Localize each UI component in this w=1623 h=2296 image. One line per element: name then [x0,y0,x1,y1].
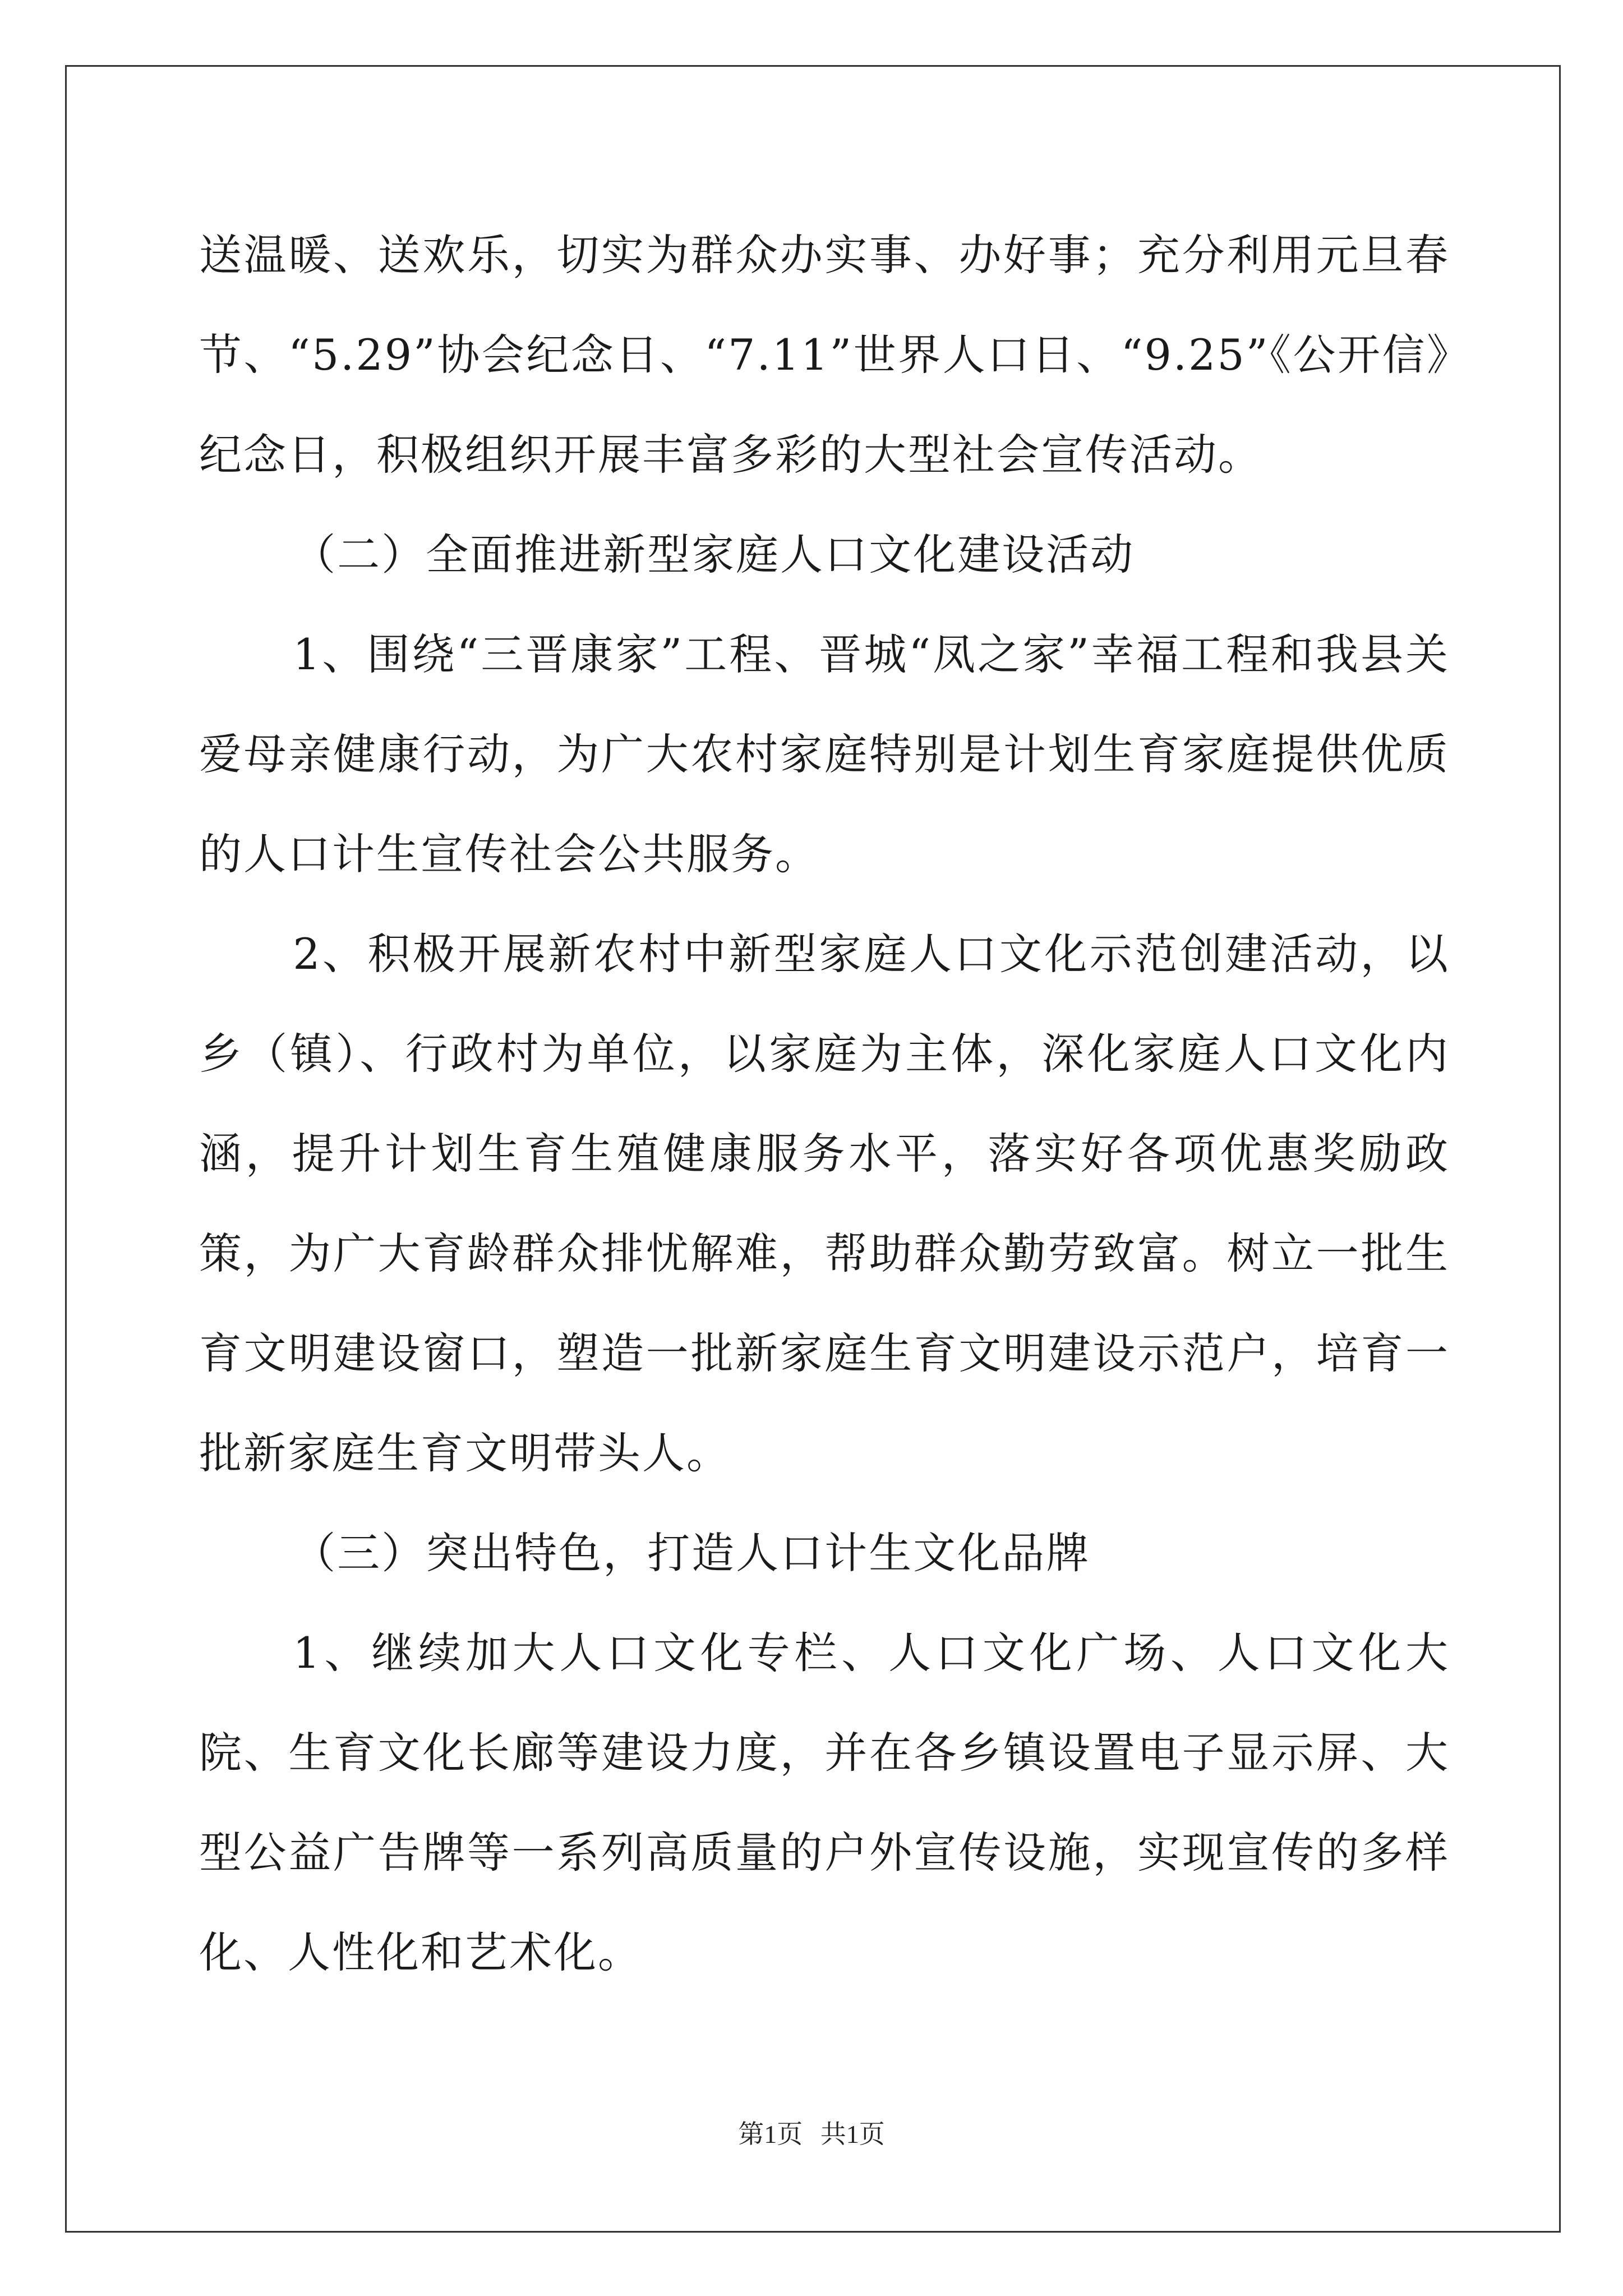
page-total: 共1页 [820,2120,885,2148]
paragraph-item-1: 1、围绕“三晋康家”工程、晋城“凤之家”幸福工程和我县关爱母亲健康行动，为广大农村家庭特别是计划生育家庭提供优质的人口计生宣传社会公共服务。 [199,629,1450,879]
section-heading-2: （二）全面推进新型家庭人口文化建设活动 [293,530,1135,579]
section-heading-3: （三）突出特色，打造人口计生文化品牌 [293,1528,1091,1578]
paragraph-item-2: 2、积极开展新农村中新型家庭人口文化示范创建活动，以乡（镇）、行政村为单位，以家庭为主体，深化家庭人口文化内涵，提升计划生育生殖健康服务水平，落实好各项优惠奖励政策，为广大育龄群众排忧解难，帮助群众勤劳致富。树立一批生育文明建设窗口，塑造一批新家庭生育文明建设示范户，培育一批新家庭生育文明带头人。 [199,929,1450,1478]
paragraph-item-3: 1、继续加大人口文化专栏、人口文化广场、人口文化大院、生育文化长廊等建设力度，并在各乡镇设置电子显示屏、大型公益广告牌等一系列高质量的户外宣传设施，实现宣传的多样化、人性化和艺术化。 [199,1628,1450,1977]
paragraph-continuation: 送温暖、送欢乐，切实为群众办实事、办好事；充分利用元旦春节、“5.29”协会纪念日、“7.11”世界人口日、“9.25”《公开信》纪念日，积极组织开展丰富多彩的大型社会宣传活动。 [199,230,1450,480]
page-number: 第1页 [738,2120,803,2148]
page-footer [0,2114,1623,2151]
document-body [199,205,1450,2003]
